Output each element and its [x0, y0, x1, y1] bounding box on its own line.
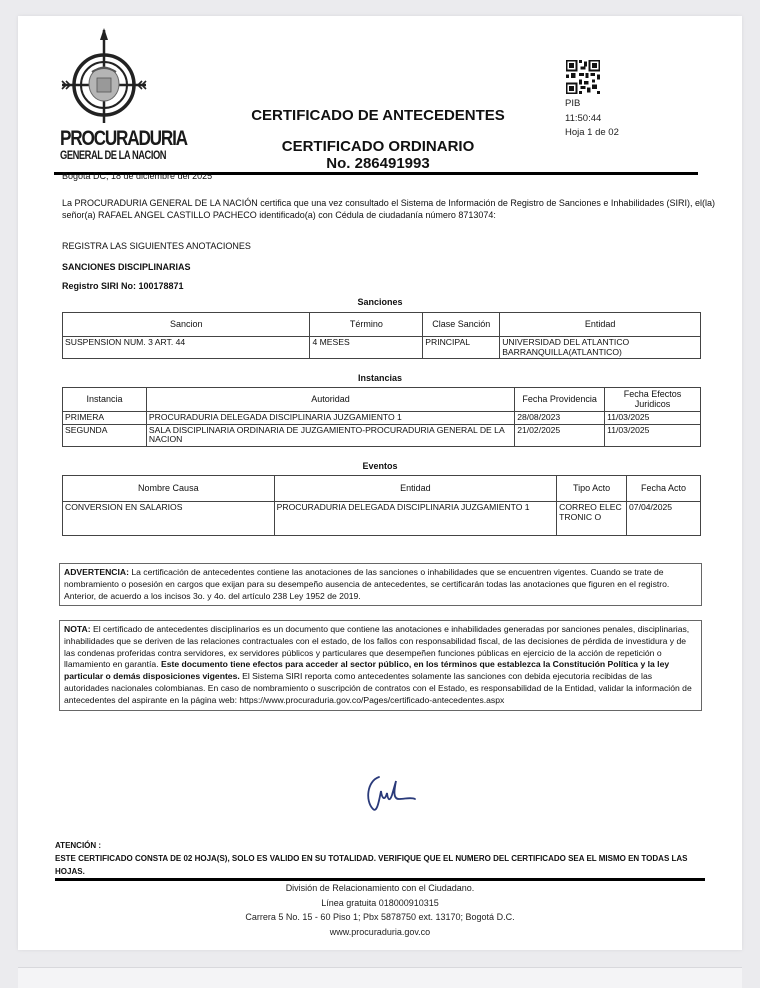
signature-icon	[363, 771, 418, 816]
cell: 11/03/2025	[605, 412, 701, 425]
eventos-header-fecha-acto: Fecha Acto	[627, 476, 701, 502]
table-row	[63, 424, 701, 446]
logo-text-general: GENERAL DE LA NACION	[60, 148, 167, 162]
table-row	[63, 337, 701, 359]
eventos-table	[62, 475, 701, 536]
sanciones-disciplinarias-heading: SANCIONES DISCIPLINARIAS	[62, 262, 191, 272]
instancias-table	[62, 387, 701, 447]
certificate-number: No. 286491993	[326, 155, 430, 172]
qr-code-icon	[566, 60, 600, 94]
sanciones-title: Sanciones	[357, 297, 403, 307]
table-row	[63, 502, 701, 536]
advertencia-label: ADVERTENCIA:	[64, 567, 129, 577]
footer-division: División de Relacionamiento con el Ciudadano.	[285, 883, 475, 893]
document-title: CERTIFICADO DE ANTECEDENTES	[251, 107, 505, 124]
eventos-header-tipo-acto: Tipo Acto	[557, 476, 627, 502]
instancias-header-fecha-providencia: Fecha Providencia	[515, 388, 605, 412]
eventos-header-nombre-causa: Nombre Causa	[63, 476, 275, 502]
cell: 21/02/2025	[515, 424, 605, 446]
issue-date: Bogotá DC, 18 de diciembre del 2025	[62, 171, 213, 181]
sanciones-header-entidad: Entidad	[500, 313, 701, 337]
sanciones-header-clase: Clase Sanción	[423, 313, 500, 337]
meta-code: PIB	[565, 98, 581, 109]
eventos-title: Eventos	[362, 461, 398, 471]
registra-heading: REGISTRA LAS SIGUIENTES ANOTACIONES	[62, 241, 251, 251]
nota-bold-text: Este documento tiene efectos para acceder al sector público, en los términos que establezca la Constitución Política y la ley particular o demás disposiciones vigentes.	[64, 659, 670, 682]
instancias-header-autoridad: Autoridad	[146, 388, 514, 412]
footer	[18, 881, 742, 939]
nota-text: El certificado de antecedentes disciplinarios es un documento que contiene las anotaciones e inhabilidades generadas por sanciones penales, disciplinarias, inhabilidades que se deriven de las relaciones contractuales con el estado, de los fallos con responsabilidad fiscal, de las decisiones de pérdida de investidura y de las condenas proferidas contra servidores, ex servidores públicos y particulares que desempeñen funciones públicas en ejercicio de la acción de repetición o llamamiento en garantía.	[64, 624, 690, 670]
certificate-page	[18, 16, 742, 950]
atencion-text: ESTE CERTIFICADO CONSTA DE 02 HOJA(S), SOLO ES VALIDO EN SU TOTALIDAD. VERIFIQUE QUE EL NUMERO DEL CERTIFICADO SEA EL MISMO EN TODAS LAS HOJAS.	[55, 854, 688, 876]
cell: 07/04/2025	[627, 502, 701, 536]
atencion-section	[55, 839, 705, 878]
instancias-header-instancia: Instancia	[63, 388, 147, 412]
document-subtitle: CERTIFICADO ORDINARIO	[281, 138, 475, 155]
nota-box	[59, 620, 702, 711]
table-row	[63, 412, 701, 425]
cell: 28/08/2023	[515, 412, 605, 425]
footer-address: Carrera 5 No. 15 - 60 Piso 1; Pbx 5878750 ext. 13170; Bogotá D.C.	[245, 912, 515, 922]
cell: SALA DISCIPLINARIA ORDINARIA DE JUZGAMIENTO-PROCURADURIA GENERAL DE LA NACION	[146, 424, 514, 446]
instancias-title: Instancias	[357, 373, 403, 383]
cell: PRINCIPAL	[423, 337, 500, 359]
cell: SUSPENSION NUM. 3 ART. 44	[63, 337, 310, 359]
meta-time: 11:50:44	[565, 113, 602, 124]
cell: PROCURADURIA DELEGADA DISCIPLINARIA JUZGAMIENTO 1	[274, 502, 557, 536]
cell: UNIVERSIDAD DEL ATLANTICO BARRANQUILLA(ATLANTICO)	[500, 337, 701, 359]
cell: 11/03/2025	[605, 424, 701, 446]
cell: CORREO ELECTRONIC O	[557, 502, 627, 536]
eventos-header-entidad: Entidad	[274, 476, 557, 502]
instancias-header-fecha-efectos: Fecha Efectos Juridicos	[605, 388, 701, 412]
cell: PRIMERA	[63, 412, 147, 425]
certification-intro: La PROCURADURIA GENERAL DE LA NACIÓN certifica que una vez consultado el Sistema de Información de Registro de Sanciones e Inhabilidades (SIRI), el(la) señor(a) RAFAEL ANGEL CASTILLO PACHECO identificado(a) con Cédula de ciudadanía número 8713074:	[62, 198, 715, 220]
cell: 4 MESES	[310, 337, 423, 359]
advertencia-text: La certificación de antecedentes contiene las anotaciones de las sanciones o inhabilidades que se encuentren vigentes. Cuando se trate de nombramiento o posesión en cargos que exijan para su desempeño ausencia de antecedentes, se certificarán todas las anotaciones que figuren en el registro. Anterior, de acuerdo a los incisos 3o. y 4o. del artículo 238 Ley 1952 de 2019.	[64, 567, 670, 601]
sanciones-header-sancion: Sancion	[63, 313, 310, 337]
advertencia-box	[59, 563, 702, 606]
footer-phone: Línea gratuita 018000910315	[321, 897, 439, 908]
sanciones-header-termino: Término	[310, 313, 423, 337]
registro-siri: Registro SIRI No: 100178871	[62, 281, 184, 291]
nota-text-continued: El Sistema SIRI reporta como antecedentes solamente las sanciones con debida ejecutoria recibidas de las autoridades nacionales colombianas. En caso de nombramiento o suscripción de contratos con el Estado, es responsabilidad de la Entidad, validar la información de antecedentes del aspirante en la página web: https://www.procuraduria.gov.co/Pages/certificado-antecedentes.aspx	[64, 671, 692, 705]
next-page-edge	[18, 967, 742, 988]
logo-text-procuraduria: PROCURADURIA	[60, 127, 187, 150]
cell: PROCURADURIA DELEGADA DISCIPLINARIA JUZGAMIENTO 1	[146, 412, 514, 425]
atencion-label: ATENCIÓN :	[55, 841, 102, 850]
cell: SEGUNDA	[63, 424, 147, 446]
footer-website: www.procuraduria.gov.co	[329, 926, 431, 937]
meta-page: Hoja 1 de 02	[565, 127, 619, 138]
nota-label: NOTA:	[64, 624, 91, 634]
sanciones-table	[62, 312, 701, 359]
cell: CONVERSION EN SALARIOS	[63, 502, 275, 536]
